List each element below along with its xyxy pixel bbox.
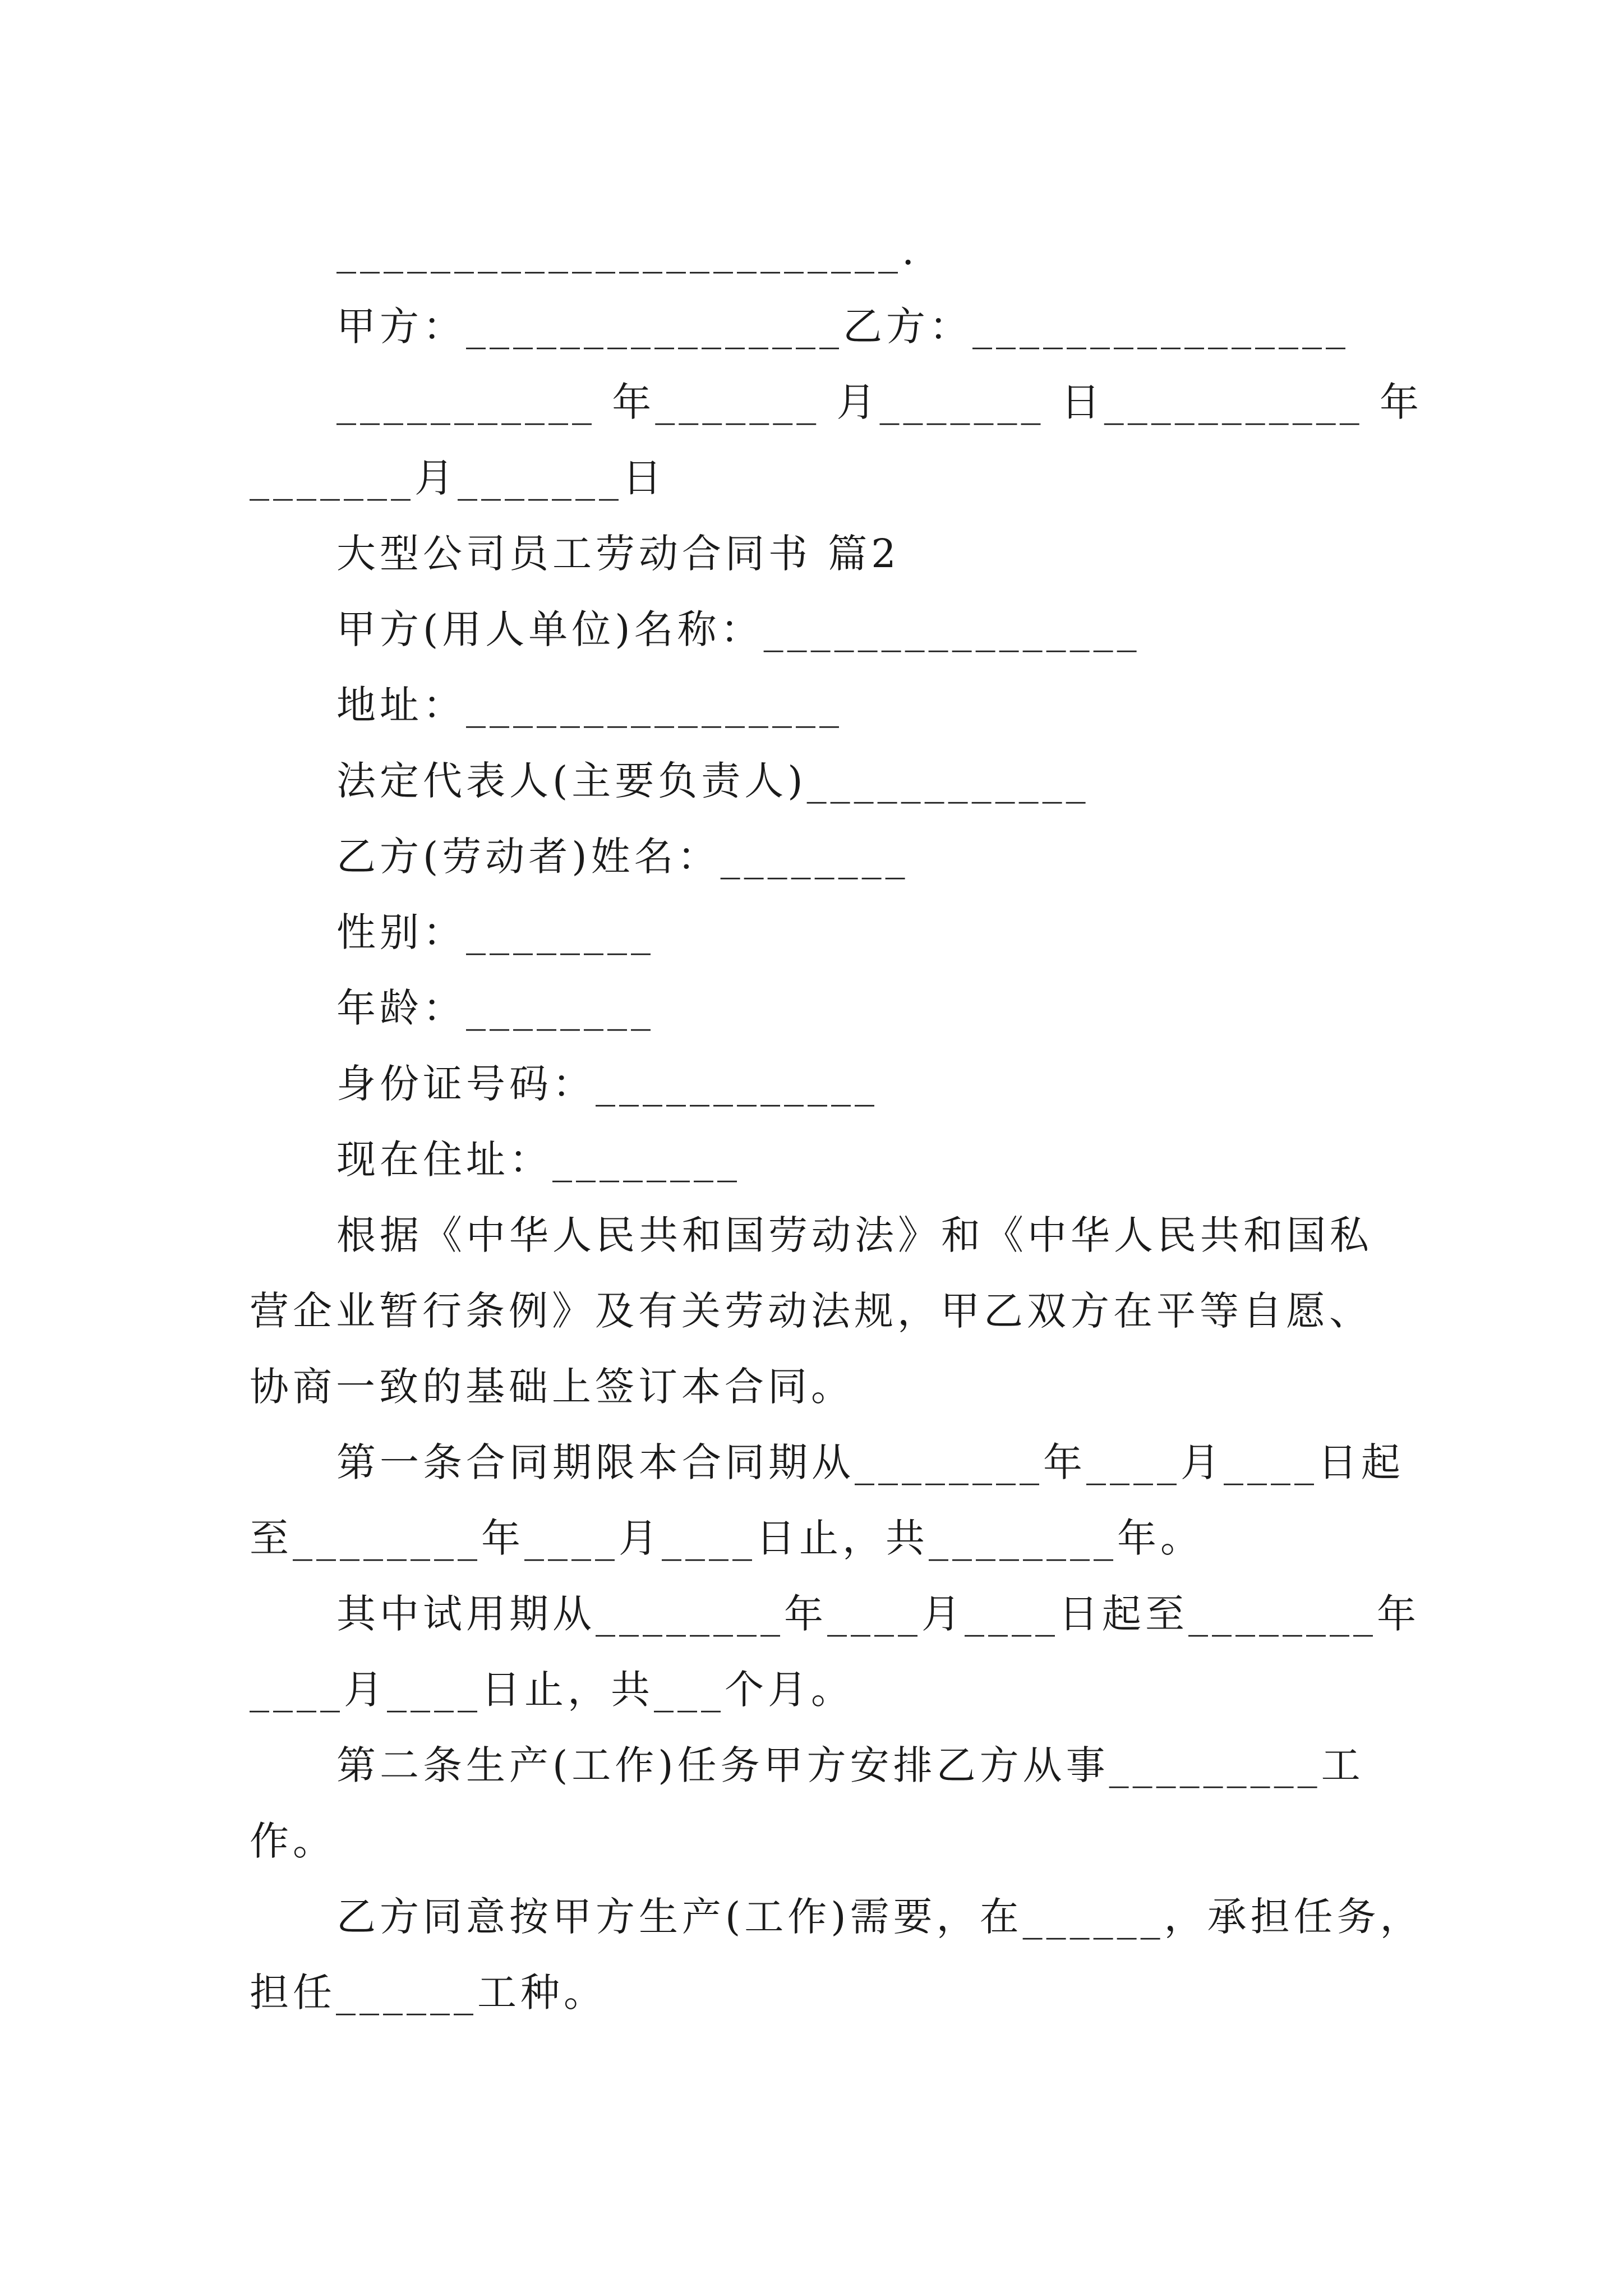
age-line: 年龄：________ — [336, 985, 654, 1031]
employer-name-line: 甲方(用人单位)名称：________________ — [336, 606, 1141, 652]
id-number-line: 身份证号码：____________ — [336, 1061, 878, 1107]
article-2-line-3: 乙方同意按甲方生产(工作)需要，在______，承担任务， — [336, 1894, 1423, 1940]
preamble-line-1: 根据《中华人民共和国劳动法》和《中华人民共和国私 — [336, 1212, 1373, 1258]
date-line-2: _______月_______日 — [250, 455, 666, 501]
article-1-line-1: 第一条合同期限本合同期从________年____月____日起 — [336, 1439, 1404, 1485]
probation-line-2: ____月____日止，共___个月。 — [250, 1667, 854, 1713]
current-address-line: 现在住址：________ — [336, 1137, 741, 1182]
gender-line: 性别：________ — [336, 909, 654, 955]
employee-name-line: 乙方(劳动者)姓名：________ — [336, 834, 909, 880]
article-2-line-4: 担任______工种。 — [250, 1970, 607, 2016]
address-line: 地址：________________ — [336, 682, 843, 728]
legal-rep-line: 法定代表人(主要负责人)____________ — [336, 758, 1090, 804]
date-line-1: ___________ 年_______ 月_______ 日___________ 年 — [336, 379, 1423, 425]
probation-line-1: 其中试用期从________年____月____日起至________年 — [336, 1591, 1420, 1637]
preamble-line-3: 协商一致的基础上签订本合同。 — [250, 1364, 854, 1410]
preamble-line-2: 营企业暂行条例》及有关劳动法规，甲乙双方在平等自愿、 — [250, 1288, 1372, 1334]
section-title: 大型公司员工劳动合同书 篇2 — [336, 531, 900, 577]
party-signature-line: 甲方：________________乙方：________________ — [336, 303, 1349, 349]
article-2-line-1: 第二条生产(工作)任务甲方安排乙方从事_________工 — [336, 1742, 1364, 1788]
article-2-line-2: 作。 — [250, 1818, 336, 1864]
text-line-1: ________________________. — [336, 228, 919, 274]
article-1-line-2: 至________年____月____日止，共________年。 — [250, 1515, 1204, 1561]
